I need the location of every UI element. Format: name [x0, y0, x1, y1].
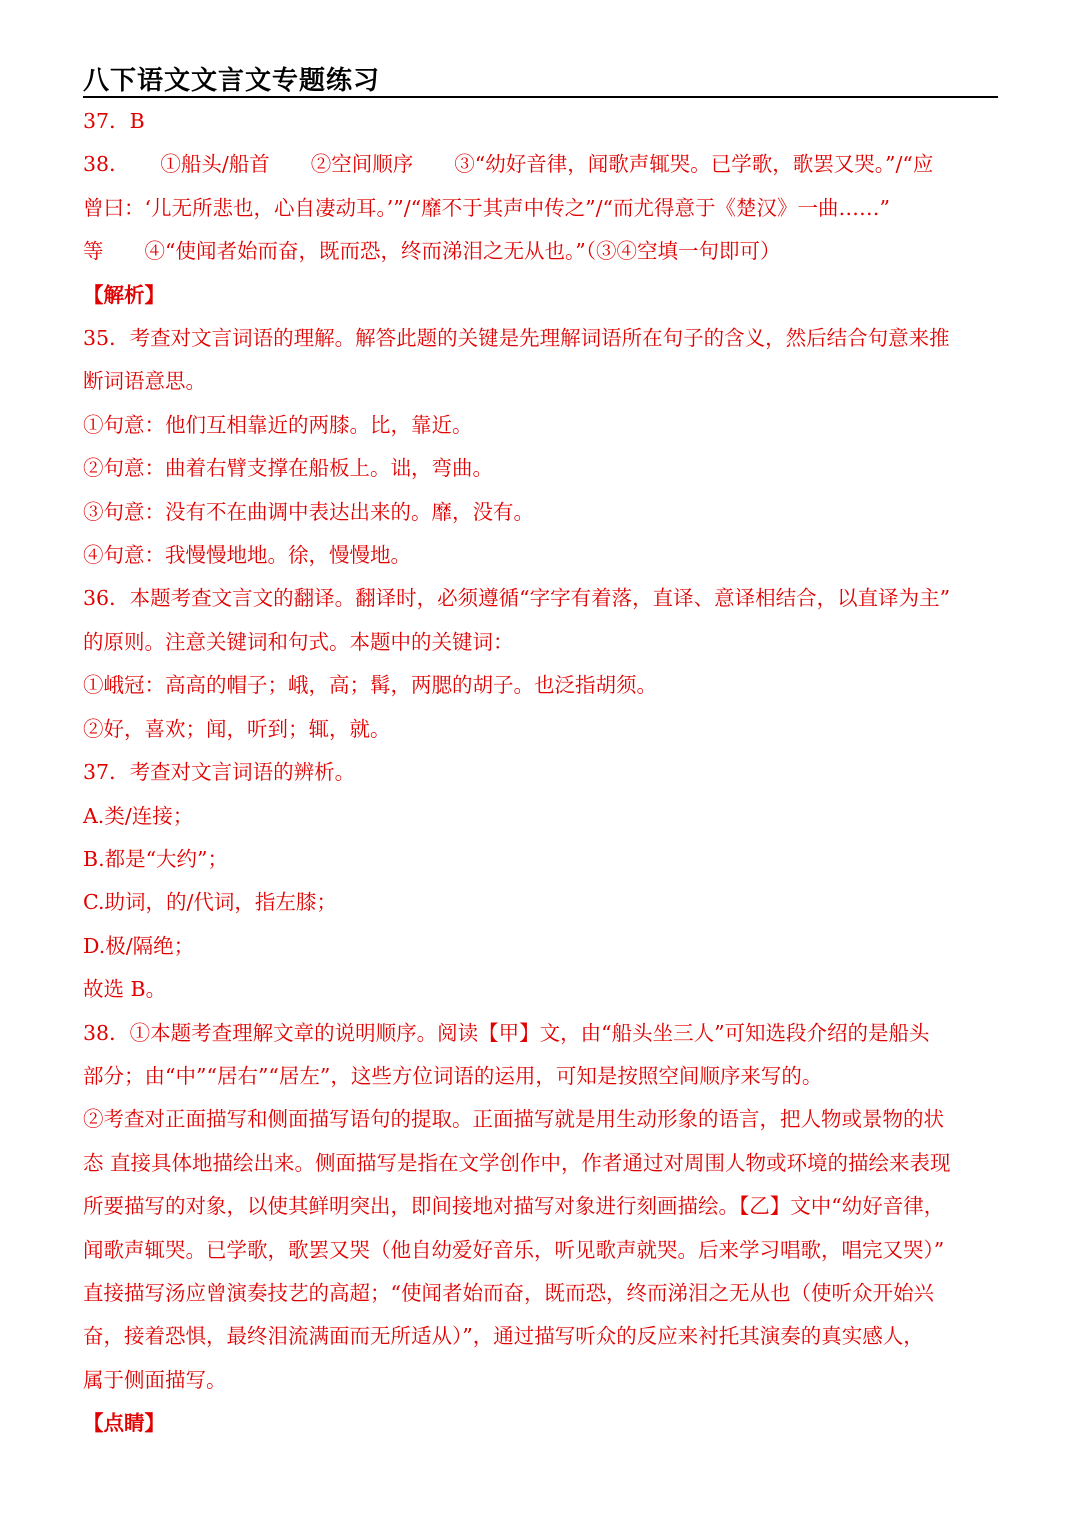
analysis-37-option-d: D.极/隔绝； [83, 933, 195, 958]
analysis-36-item-1: ①峨冠：高高的帽子；峨，高；髯，两腮的胡子。也泛指胡须。 [83, 673, 657, 698]
analysis-35-item-1: ①句意：他们互相靠近的两膝。比，靠近。 [83, 412, 473, 437]
analysis-35-item-3: ③句意：没有不在曲调中表达出来的。靡，没有。 [83, 499, 534, 524]
answer-37: 37．B [83, 109, 145, 133]
analysis-35-item-2: ②句意：曲着右臂支撑在船板上。诎，弯曲。 [83, 456, 493, 481]
analysis-heading: 【解析】 [83, 282, 165, 307]
page-header [83, 58, 998, 98]
analysis-35-item-4: ④句意：我慢慢地地。徐，慢慢地。 [83, 543, 411, 568]
analysis-38-line-5: 所要描写的对象，以使其鲜明突出，即间接地对描写对象进行刻画描绘。【乙】文中“幼好音律， [83, 1194, 945, 1219]
analysis-37-option-b: B.都是“大约”； [83, 846, 229, 871]
analysis-38-line-7: 直接描写汤应曾演奏技艺的高超；“使闻者始而奋，既而恐，终而涕泪之无从也（使听众开始兴 [83, 1280, 934, 1305]
answer-content [83, 100, 1001, 1446]
analysis-38-line-9: 属于侧面描写。 [83, 1367, 227, 1392]
analysis-38-line-2: 部分；由“中”“居右”“居左”，这些方位词语的运用，可知是按照空间顺序来写的。 [83, 1063, 823, 1088]
answer-38-line-1: 38． ①船头/船首 ②空间顺序 ③“幼好音律，闻歌声辄哭。已学歌，歌罢又哭。”/“应 [83, 152, 934, 177]
analysis-37-line-1: 37．考查对文言词语的辨析。 [83, 760, 356, 785]
analysis-35-line-1: 35．考查对文言词语的理解。解答此题的关键是先理解词语所在句子的含义，然后结合句意来推 [83, 326, 950, 351]
analysis-37-option-a: A.类/连接； [83, 803, 194, 828]
document-title: 八下语文文言文专题练习 [83, 66, 381, 96]
analysis-37-conclusion: 故选 B。 [83, 977, 167, 1002]
analysis-37-option-c: C.助词，的/代词，指左膝； [83, 890, 337, 915]
analysis-36-line-2: 的原则。注意关键词和句式。本题中的关键词： [83, 629, 514, 654]
analysis-35-line-2: 断词语意思。 [83, 369, 206, 394]
answer-38-line-3: 等 ④“使闻者始而奋，既而恐，终而涕泪之无从也。”（③④空填一句即可） [83, 239, 781, 264]
analysis-38-line-6: 闻歌声辄哭。已学歌，歌罢又哭（他自幼爱好音乐，听见歌声就哭。后来学习唱歌，唱完又哭）” [83, 1237, 945, 1262]
analysis-36-item-2: ②好，喜欢；闻，听到；辄，就。 [83, 716, 391, 741]
analysis-38-line-1: 38．①本题考查理解文章的说明顺序。阅读【甲】文，由“船头坐三人”可知选段介绍的是船头 [83, 1020, 930, 1045]
analysis-38-line-3: ②考查对正面描写和侧面描写语句的提取。正面描写就是用生动形象的语言，把人物或景物的状 [83, 1107, 944, 1132]
answer-38-line-2: 曾曰：‘儿无所悲也，心自凄动耳。’”/“靡不于其声中传之”/“而尤得意于《楚汉》一曲……” [83, 195, 890, 220]
analysis-36-line-1: 36．本题考查文言文的翻译。翻译时，必须遵循“字字有着落，直译、意译相结合，以直译为主” [83, 586, 951, 611]
analysis-38-line-8: 奋，接着恐惧，最终泪流满面而无所适从）”，通过描写听众的反应来衬托其演奏的真实感人， [83, 1324, 924, 1349]
analysis-38-line-4: 态 直接具体地描绘出来。侧面描写是指在文学创作中，作者通过对周围人物或环境的描绘来表现 [83, 1150, 951, 1175]
key-points-heading: 【点睛】 [83, 1411, 165, 1436]
